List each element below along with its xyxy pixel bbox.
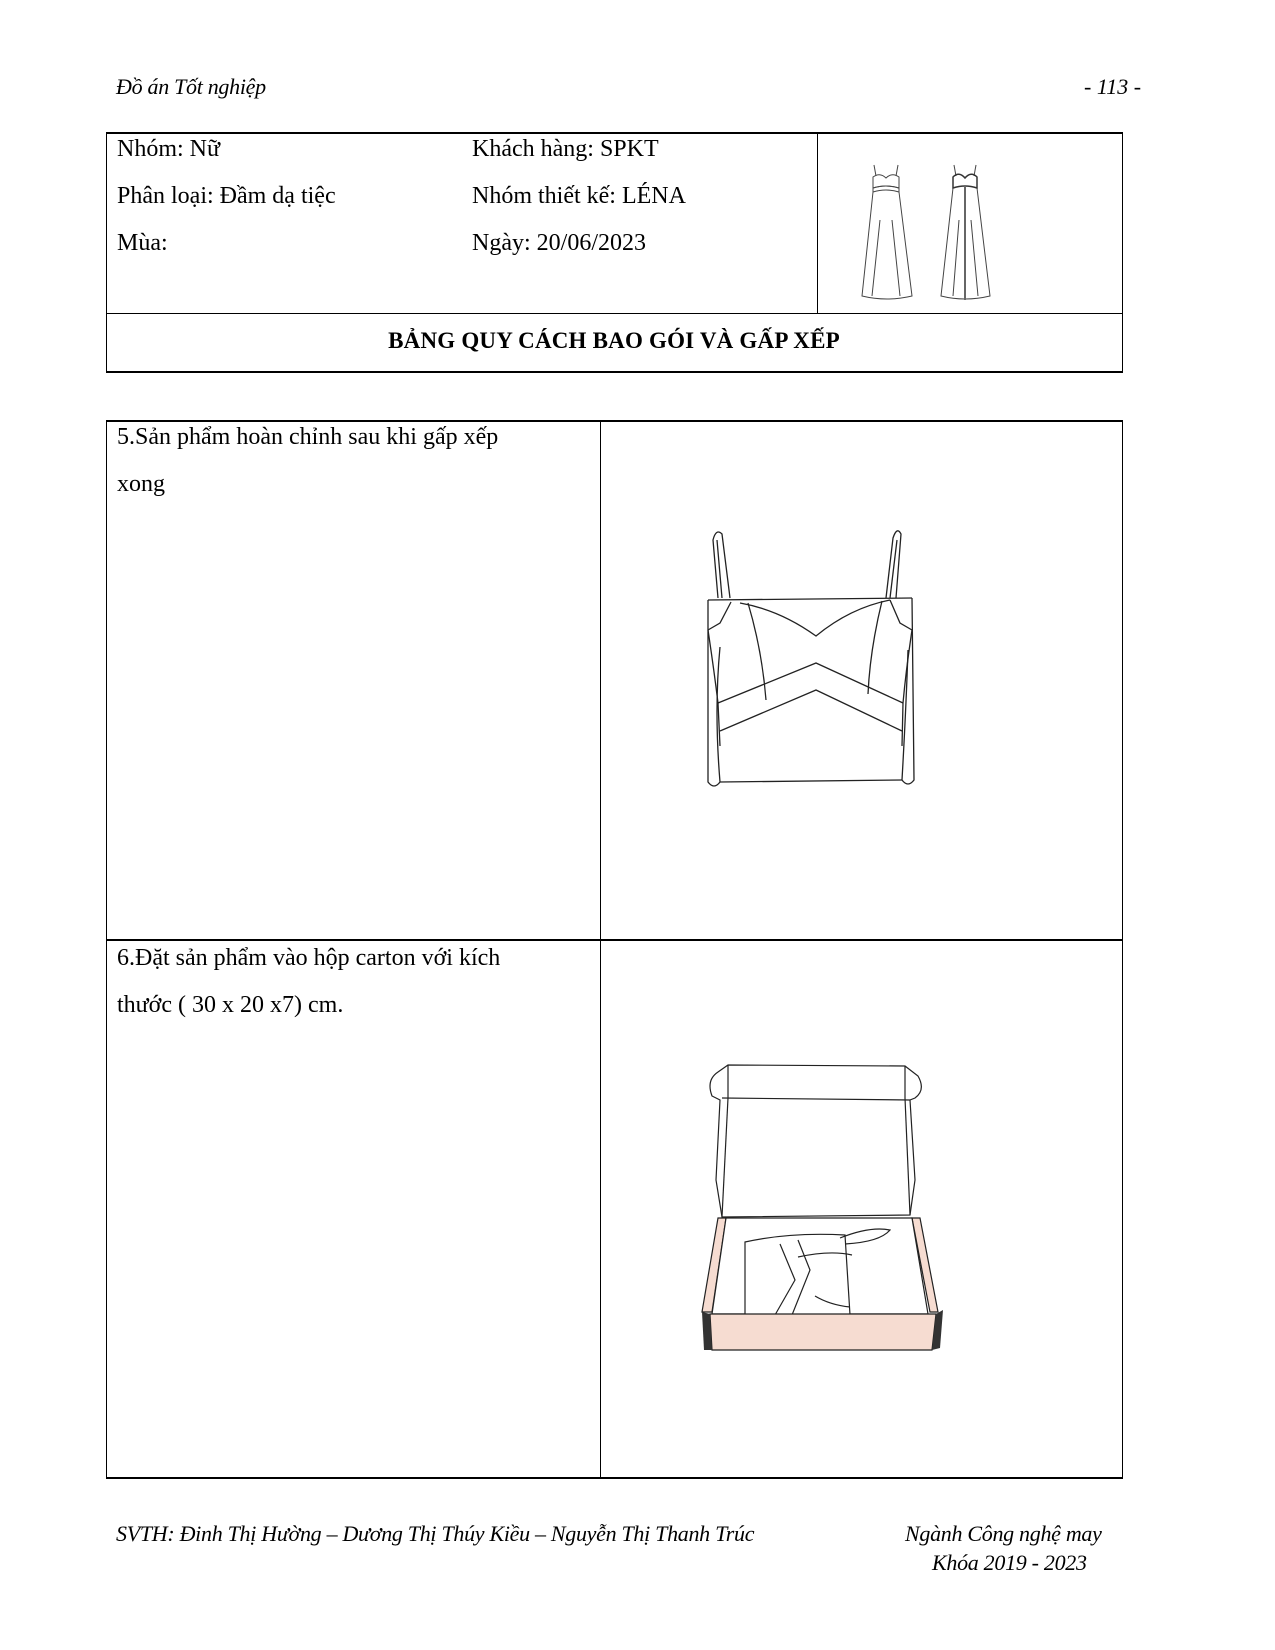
document-header-title: Đồ án Tốt nghiệp — [116, 74, 266, 99]
step-5-line2: xong — [117, 471, 165, 497]
date-field: Ngày: 20/06/2023 — [472, 230, 646, 256]
footer-authors: SVTH: Đinh Thị Hường – Dương Thị Thúy Kiều – Nguyễn Thị Thanh Trúc — [116, 1521, 755, 1546]
design-team-field: Nhóm thiết kế: LÉNA — [472, 183, 686, 209]
steps-border-right — [1122, 420, 1123, 1479]
step-6-line1: 6.Đặt sản phẩm vào hộp carton với kích — [117, 945, 501, 971]
page-number: - 113 - — [1084, 74, 1142, 99]
step-5-line1: 5.Sản phẩm hoàn chỉnh sau khi gấp xếp — [117, 424, 499, 450]
carton-box-icon — [700, 1060, 960, 1355]
table-row-divider — [106, 313, 1123, 314]
group-field: Nhóm: Nữ — [117, 136, 221, 162]
season-field: Mùa: — [117, 230, 168, 256]
steps-column-divider — [600, 420, 601, 1479]
table-title: BẢNG QUY CÁCH BAO GÓI VÀ GẤP XẾP — [388, 328, 840, 353]
folded-garment-icon — [700, 520, 950, 795]
dress-sketch-icon — [860, 160, 1010, 305]
category-field: Phân loại: Đầm dạ tiệc — [117, 183, 336, 209]
table-border-top — [106, 132, 1123, 134]
table-border-bottom — [106, 371, 1123, 373]
steps-border-bottom — [106, 1477, 1123, 1479]
table-border-right — [1122, 132, 1123, 373]
step-6-description — [117, 935, 587, 1029]
table-column-divider — [817, 132, 818, 314]
footer-major: Ngành Công nghệ may — [905, 1521, 1102, 1546]
steps-border-left — [106, 420, 107, 1479]
customer-field: Khách hàng: SPKT — [472, 136, 659, 162]
footer-course: Khóa 2019 - 2023 — [932, 1550, 1087, 1575]
step-6-line2: thước ( 30 x 20 x7) cm. — [117, 992, 344, 1018]
step-5-description — [117, 414, 587, 508]
